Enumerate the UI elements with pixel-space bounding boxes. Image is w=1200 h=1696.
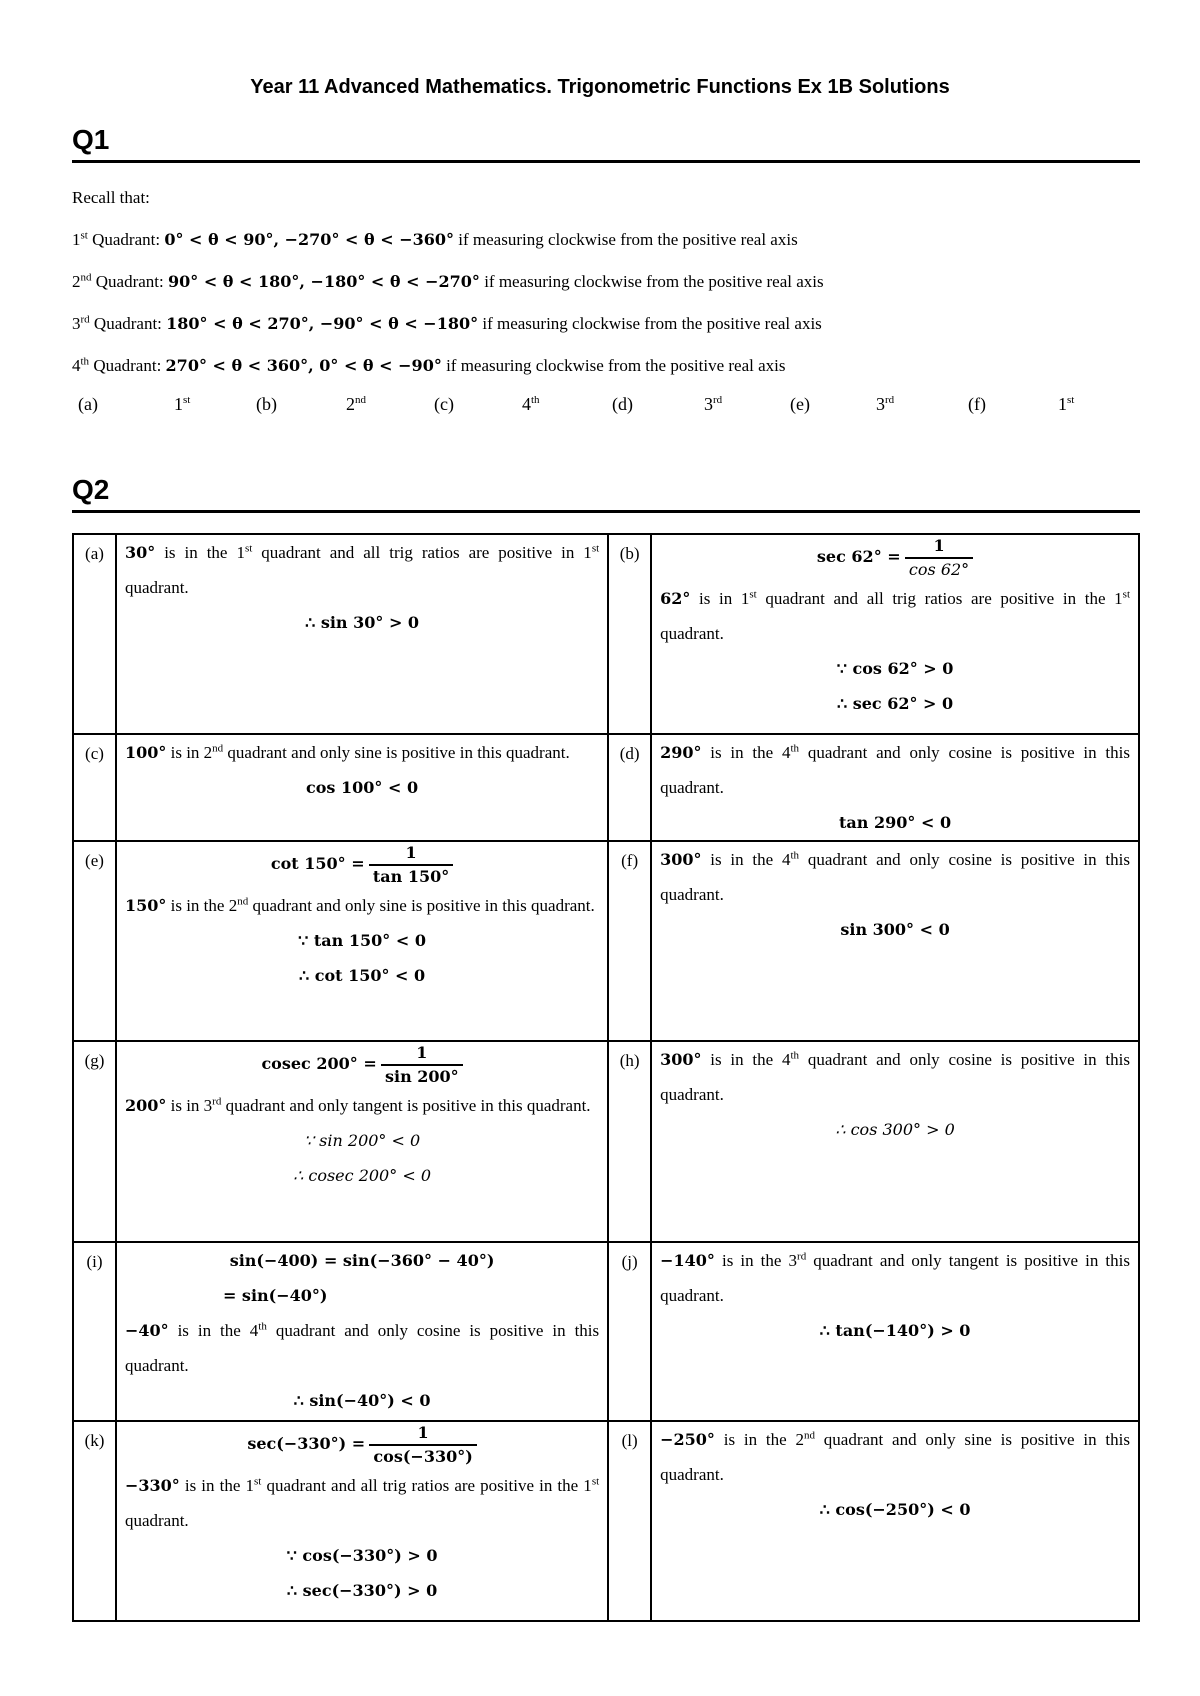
solution-cell: sec(−330°) = $\frac{1}{\cos(-330^\circ)}$ −330° is in the 1st quadrant and all trig ratios are positive in the 1st quadrant. ∵ cos(−330°) > 0 ∴ sec(−330°) > 0 [116, 1421, 608, 1621]
answer-value: 1st [1058, 394, 1075, 414]
part-label: (d) [608, 734, 651, 841]
answer-value: 2nd [346, 394, 366, 414]
table-row [73, 1041, 1139, 1242]
solution-cell: 290° is in the 4th quadrant and only cosine is positive in this quadrant. tan 290° < 0 [651, 734, 1139, 841]
conclusion: ∴ sin(−40°) < 0 [293, 1391, 431, 1410]
part-label: (i) [73, 1242, 116, 1421]
q1-body [72, 185, 1142, 395]
answer-value: 3rd [876, 394, 895, 414]
part-label: (j) [608, 1242, 651, 1421]
solution-cell: cot 150° = $\frac{1}{\tan 150^\circ}$ 150° is in the 2nd quadrant and only sine is positive in this quadrant. ∵ tan 150° < 0 ∴ cot 150° < 0 [116, 841, 608, 1041]
answer-label: (f) [968, 394, 986, 414]
conclusion: ∴ tan(−140°) > 0 [819, 1321, 971, 1340]
solution-cell: 300° is in the 4th quadrant and only cosine is positive in this quadrant. ∴ cos 300° > 0 [651, 1041, 1139, 1242]
conclusion: ∴ cos(−250°) < 0 [819, 1500, 971, 1519]
answer-label: (a) [78, 394, 98, 414]
part-label: (l) [608, 1421, 651, 1621]
conclusion: sin 300° < 0 [840, 920, 950, 939]
answer-label: (b) [256, 394, 277, 414]
answer-label: (c) [434, 394, 454, 414]
solution-cell: sin(−400) = sin(−360° − 40°) = sin(−40°) −40° is in the 4th quadrant and only cosine is positive in this quadrant. ∴ sin(−40°) < 0 [116, 1242, 608, 1421]
answer-value: 4th [522, 394, 540, 414]
quadrant-3-rule: 3rd Quadrant: 180° < θ < 270°, −90° < θ < −180° if measuring clockwise from the positive real axis [72, 313, 822, 333]
conclusion: ∴ cot 150° < 0 [298, 966, 426, 985]
answer-label: (e) [790, 394, 810, 414]
conclusion: ∴ sec 62° > 0 [836, 694, 954, 713]
part-label: (k) [73, 1421, 116, 1621]
solution-cell: cosec 200° = $\frac{1}{\sin 200^\circ}$ 200° is in 3rd quadrant and only tangent is positive in this quadrant. ∵ sin 200° < 0 ∴ cosec 200° < 0 [116, 1041, 608, 1242]
conclusion: ∴ cosec 200° < 0 [293, 1166, 431, 1185]
table-row [73, 1421, 1139, 1621]
part-label: (h) [608, 1041, 651, 1242]
recall-text: Recall that: [72, 188, 150, 207]
conclusion: tan 290° < 0 [839, 813, 952, 832]
part-label: (c) [73, 734, 116, 841]
conclusion: cos 100° < 0 [306, 778, 419, 797]
part-label: (e) [73, 841, 116, 1041]
answer-value: 1st [174, 394, 191, 414]
document-title: Year 11 Advanced Mathematics. Trigonometric Functions Ex 1B Solutions [250, 76, 950, 98]
part-label: (f) [608, 841, 651, 1041]
solution-cell: −140° is in the 3rd quadrant and only tangent is positive in this quadrant. ∴ tan(−140°) > 0 [651, 1242, 1139, 1421]
solution-cell: 30° is in the 1st quadrant and all trig ratios are positive in 1st quadrant. ∴ sin 30° > 0 [116, 534, 608, 734]
solution-cell: 300° is in the 4th quadrant and only cosine is positive in this quadrant. sin 300° < 0 [651, 841, 1139, 1041]
solution-cell: −250° is in the 2nd quadrant and only sine is positive in this quadrant. ∴ cos(−250°) < 0 [651, 1421, 1139, 1621]
conclusion: ∴ sec(−330°) > 0 [286, 1581, 438, 1600]
q2-heading: Q2 [72, 474, 1140, 513]
quadrant-2-rule: 2nd Quadrant: 90° < θ < 180°, −180° < θ < −270° if measuring clockwise from the positive real axis [72, 271, 824, 291]
solution-cell: 100° is in 2nd quadrant and only sine is positive in this quadrant. cos 100° < 0 [116, 734, 608, 841]
part-label: (b) [608, 534, 651, 734]
table-row [73, 1242, 1139, 1421]
table-row [73, 841, 1139, 1041]
quadrant-1-rule: 1st Quadrant: 0° < θ < 90°, −270° < θ < −360° if measuring clockwise from the positive real axis [72, 229, 798, 249]
answer-value: 3rd [704, 394, 723, 414]
answer-label: (d) [612, 394, 633, 414]
q2-solutions-table [72, 533, 1140, 1622]
quadrant-4-rule: 4th Quadrant: 270° < θ < 360°, 0° < θ < −90° if measuring clockwise from the positive real axis [72, 355, 786, 375]
solution-cell: sec 62° = $\frac{1}{\cos 62^\circ}$ 62° is in 1st quadrant and all trig ratios are positive in the 1st quadrant. ∵ cos 62° > 0 ∴ sec 62° > 0 [651, 534, 1139, 734]
part-label: (g) [73, 1041, 116, 1242]
table-row [73, 734, 1139, 841]
table-row [73, 534, 1139, 734]
conclusion: ∴ sin 30° > 0 [305, 613, 420, 632]
q1-heading: Q1 [72, 124, 1140, 163]
conclusion: ∴ cos 300° > 0 [835, 1120, 955, 1139]
part-label: (a) [73, 534, 116, 734]
